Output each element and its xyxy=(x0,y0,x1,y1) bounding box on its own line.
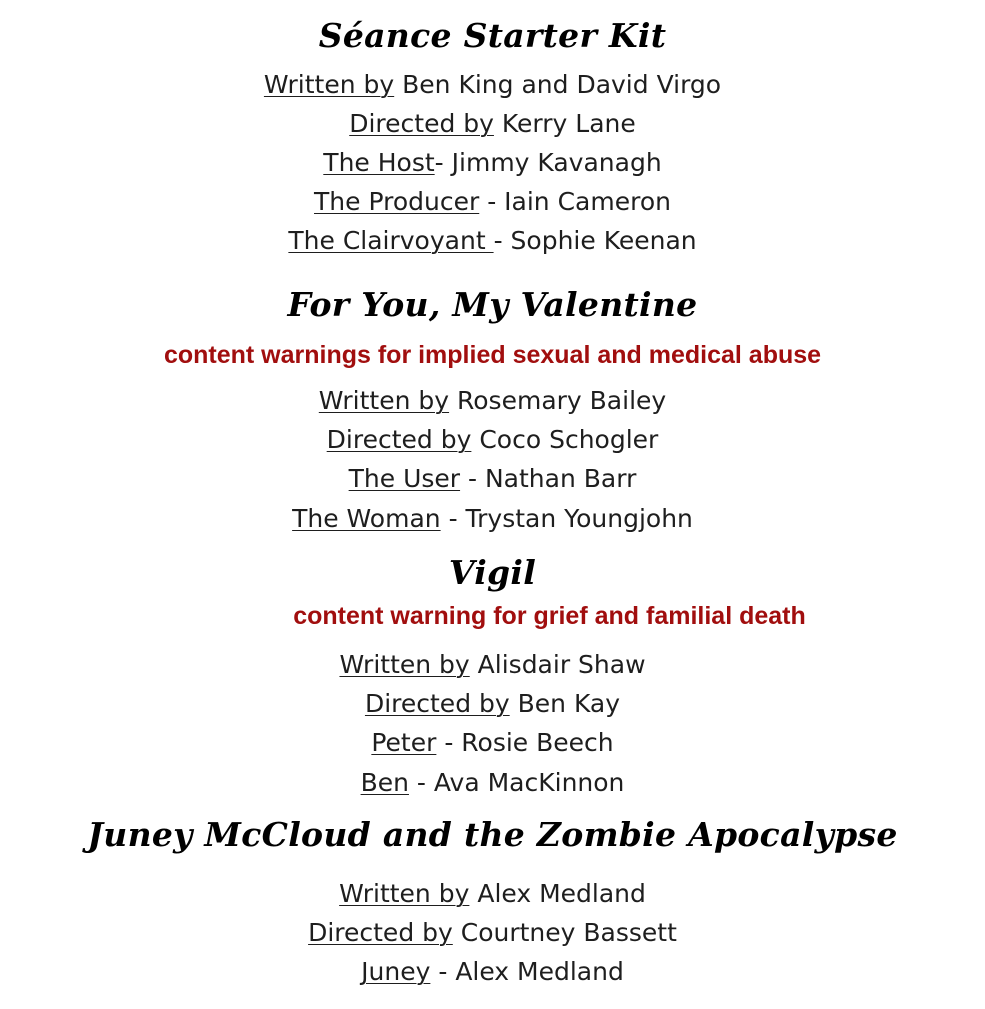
credit-role: The Producer xyxy=(314,187,480,216)
credit-name: Alex Medland xyxy=(477,879,646,908)
credit-name: Ben King and David Virgo xyxy=(402,70,722,99)
credit-line xyxy=(0,959,985,984)
credit-separator: - xyxy=(440,504,466,533)
credit-name: Sophie Keenan xyxy=(510,226,697,255)
credit-line xyxy=(0,652,985,677)
credit-line xyxy=(0,506,985,531)
credit-separator: - xyxy=(436,728,462,757)
credit-separator: - xyxy=(430,957,456,986)
credit-line xyxy=(0,730,985,755)
credit-name: Ava MacKinnon xyxy=(433,768,625,797)
credit-separator xyxy=(394,70,402,99)
credit-name: Courtney Bassett xyxy=(460,918,677,947)
credit-role: Peter xyxy=(371,728,437,757)
credit-separator xyxy=(449,386,457,415)
credit-line xyxy=(0,150,985,175)
credit-name: Alisdair Shaw xyxy=(477,650,646,679)
show-title: Vigil xyxy=(448,553,537,592)
credit-line xyxy=(0,770,985,795)
credit-separator xyxy=(494,109,502,138)
credit-separator xyxy=(453,918,461,947)
credit-role: Directed by xyxy=(326,425,472,454)
credit-role: Written by xyxy=(339,650,470,679)
credit-line xyxy=(0,427,985,452)
credit-name: Kerry Lane xyxy=(501,109,636,138)
credit-role: Juney xyxy=(361,957,431,986)
credit-name: Rosie Beech xyxy=(461,728,614,757)
credit-name: Iain Cameron xyxy=(504,187,671,216)
credit-role: Written by xyxy=(318,386,450,415)
credit-separator: - xyxy=(479,187,505,216)
credit-role: The Clairvoyant xyxy=(288,226,494,255)
credit-line xyxy=(0,691,985,716)
credit-separator: - xyxy=(408,768,434,797)
credit-name: Nathan Barr xyxy=(484,464,637,493)
credit-line xyxy=(0,920,985,945)
show-title: For You, My Valentine xyxy=(287,285,698,324)
content-warning: content warning for grief and familial death xyxy=(293,602,806,630)
credit-name: Alex Medland xyxy=(455,957,624,986)
credit-line xyxy=(0,388,985,413)
credit-role: Written by xyxy=(339,879,470,908)
credit-name: Jimmy Kavanagh xyxy=(451,148,662,177)
credit-line xyxy=(0,881,985,906)
credit-role: Ben xyxy=(360,768,409,797)
show-title: Séance Starter Kit xyxy=(318,16,667,55)
credit-role: Directed by xyxy=(349,109,494,138)
credit-name: Rosemary Bailey xyxy=(457,386,667,415)
credit-separator: - xyxy=(460,464,485,493)
credit-line xyxy=(0,466,985,491)
credit-separator: - xyxy=(434,148,452,177)
credit-role: The User xyxy=(348,464,461,493)
credit-line xyxy=(0,72,985,97)
credit-line xyxy=(0,228,985,253)
credit-line xyxy=(0,111,985,136)
credit-separator: - xyxy=(493,226,511,255)
credit-role: The Host xyxy=(323,148,435,177)
credit-separator xyxy=(510,689,518,718)
content-warning: content warnings for implied sexual and medical abuse xyxy=(163,341,822,369)
credit-separator xyxy=(470,650,478,679)
credit-role: Directed by xyxy=(364,689,510,718)
credit-role: The Woman xyxy=(292,504,441,533)
credit-name: Coco Schogler xyxy=(479,425,659,454)
credit-line xyxy=(0,189,985,214)
show-title: Juney McCloud and the Zombie Apocalypse xyxy=(87,815,898,854)
credit-role: Directed by xyxy=(308,918,453,947)
credit-role: Written by xyxy=(263,70,395,99)
credit-name: Ben Kay xyxy=(517,689,621,718)
credit-name: Trystan Youngjohn xyxy=(465,504,693,533)
